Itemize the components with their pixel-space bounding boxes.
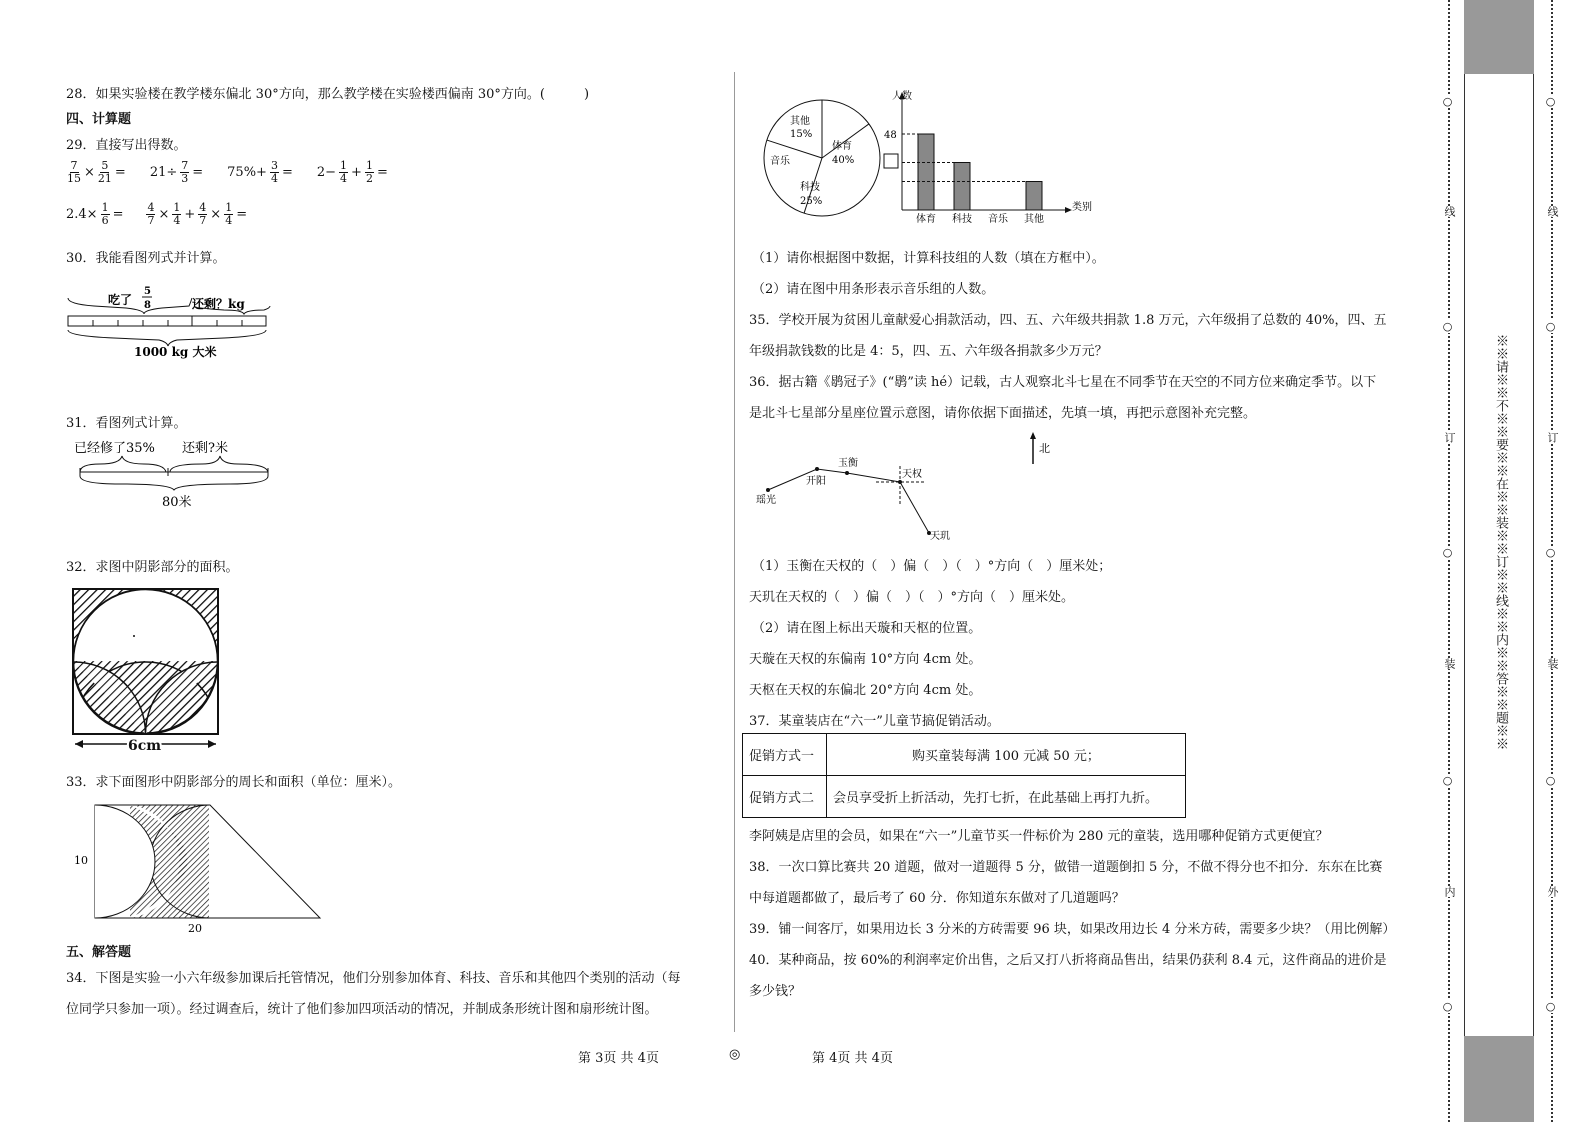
pie-value-tech: 25% [800, 196, 823, 207]
eaten-num: 5 [144, 286, 151, 297]
question-34-line2: 位同学只参加一项）。经过调查后，统计了他们参加四项活动的情况，并制成条形统计图和扇形统计图。 [66, 1002, 658, 1017]
question-28: 28．如果实验楼在教学楼东偏北 30°方向，那么教学楼在实验楼西偏南 30°方向。( ) [66, 87, 590, 102]
question-34-2: （2）请在图中用条形表示音乐组的人数。 [752, 282, 995, 297]
outer-mark-ding: 订 [1546, 432, 1559, 443]
pie-value-other: 15% [790, 129, 813, 140]
done-label: 已经修了35% [74, 441, 155, 456]
north-label: 北 [1039, 442, 1050, 455]
height-label: 10 [74, 854, 88, 867]
math-row-2: 2.4× $\frac{1}{6}$ = $\frac{4}{7}$ × $\frac{1}{4}$ + $\frac{4}{7}$ × $\frac{1}{4}$ = [66, 201, 248, 227]
question-36-2: （2）请在图上标出天璇和天枢的位置。 [752, 621, 982, 636]
pie-label-other: 其他 [790, 116, 810, 127]
footer-symbol: ◎ [729, 1047, 741, 1062]
width-label: 20 [188, 922, 202, 935]
question-37-b: 李阿姨是店里的会员，如果在“六一”儿童节买一件标价为 280 元的童装，选用哪种促销方式更便宜？ [749, 829, 1329, 844]
question-34-1: （1）请你根据图中数据，计算科技组的人数（填在方框中）。 [752, 251, 1105, 266]
inner-mark-zhuang: 装 [1443, 658, 1456, 669]
eaten-label: 吃了 [108, 293, 133, 307]
footer-page-4: 第 4页 共 4页 [812, 1051, 893, 1066]
binding-warning: ※※请※※不※※要※※在※※装※※订※※线※※内※※答※※题※※ [1493, 334, 1508, 750]
outer-mark-xian: 线 [1546, 206, 1559, 217]
question-35-line1: 35．学校开展为贫困儿童献爱心捐款活动，四、五、六年级共捐款 1.8 万元，六年级捐了总数的 40%，四、五 [749, 313, 1387, 328]
bar-其他 [1026, 182, 1042, 211]
bar-tick-label: 体育 [916, 214, 936, 225]
promo-desc-2: 会员享受折上折活动，先打七折，在此基础上再打九折。 [827, 776, 1186, 818]
q34-charts [756, 88, 1106, 228]
bar-tick-label: 科技 [952, 214, 972, 225]
bar-ylabel: 人数 [892, 91, 912, 102]
question-30: 30．我能看图列式并计算。 [66, 251, 226, 266]
eaten-den: 8 [144, 300, 151, 311]
question-40-line2: 多少钱？ [749, 984, 802, 999]
question-35-line2: 年级捐款钱数的比是 4：5，四、五、六年级各捐款多少万元？ [749, 344, 1108, 359]
question-36-1a: （1）玉衡在天权的（ ）偏（ ）（ ）°方向（ ）厘米处； [752, 559, 1112, 574]
section-5-title: 五、解答题 [66, 945, 132, 960]
road-diagram [70, 436, 280, 512]
rice-diagram [64, 284, 274, 362]
promo-name-2: 促销方式二 [743, 776, 827, 818]
bar-chart [884, 89, 1092, 225]
big-dipper-diagram [752, 430, 1072, 546]
bar-体育 [918, 134, 934, 210]
shaded-square-figure [68, 584, 228, 756]
length-label: 6cm [128, 738, 162, 754]
question-36-3: 天璇在天权的东偏南 10°方向 4cm 处。 [749, 652, 982, 667]
bar-科技 [954, 163, 970, 211]
question-39: 39．铺一间客厅，如果用边长 3 分米的方砖需要 96 块，如果改用边长 4 分米方砖，需要多少块？（用比例解） [749, 922, 1396, 937]
inner-mark-ding: 订 [1443, 432, 1456, 443]
question-33: 33．求下面图形中阴影部分的周长和面积（单位：厘米）。 [66, 775, 402, 790]
total-label: 1000 kg 大米 [134, 345, 217, 359]
question-36-line1: 36．据古籍《鹖冠子》(“鹖”读 hé）记载，古人观察北斗七星在不同季节在天空的不同方位来确定季节。以下 [749, 375, 1377, 390]
bar-tick-label: 音乐 [988, 214, 1008, 225]
section-4-title: 四、计算题 [66, 112, 132, 127]
math-row-1: $\frac{7}{15}$ × $\frac{5}{21}$ = 21÷ $\frac{7}{3}$ = 75%+ $\frac{3}{4}$ = 2− $\frac{1}{4}$ + $\frac{1}{2}$ = [67, 159, 388, 185]
star-yaoguang: 瑶光 [756, 495, 776, 506]
binding-strip-top-band [1464, 0, 1534, 74]
left-label-2: 还剩?米 [182, 441, 228, 456]
outer-mark-wai: 外 [1546, 886, 1559, 897]
inner-mark-xian: 线 [1443, 206, 1456, 217]
star-tianji: 天玑 [930, 531, 950, 542]
question-34-line1: 34．下图是实验一小六年级参加课后托管情况，他们分别参加体育、科技、音乐和其他四个类别的活动（每 [66, 971, 681, 986]
pie-chart [764, 100, 880, 216]
question-32: 32．求图中阴影部分的面积。 [66, 560, 239, 575]
bar-tick-label: 其他 [1024, 214, 1044, 225]
pie-value-sport: 40% [832, 155, 855, 166]
question-38-line2: 中每道题都做了，最后考了 60 分．你知道东东做对了几道题吗？ [749, 891, 1125, 906]
inner-mark-nei: 内 [1443, 886, 1456, 897]
promo-desc-1: 购买童装每满 100 元减 50 元； [827, 734, 1186, 776]
question-29: 29．直接写出得数。 [66, 138, 187, 153]
question-36-line2: 是北斗七星部分星座位置示意图，请你依据下面描述，先填一填，再把示意图补充完整。 [749, 406, 1257, 421]
dotted-line-inner [1448, 0, 1450, 1122]
star-kaiyang: 开阳 [806, 476, 826, 487]
question-36-4: 天枢在天权的东偏北 20°方向 4cm 处。 [749, 683, 982, 698]
footer-page-3: 第 3页 共 4页 [578, 1051, 659, 1066]
answer-box[interactable] [884, 154, 898, 168]
star-tianquan: 天权 [902, 469, 922, 480]
total-label-2: 80米 [162, 495, 192, 510]
pie-label-music: 音乐 [770, 156, 790, 167]
question-38-line1: 38．一次口算比赛共 20 道题，做对一道题得 5 分，做错一道题倒扣 5 分，不做不得分也不扣分．东东在比赛 [749, 860, 1383, 875]
question-36-1b: 天玑在天权的（ ）偏（ ）（ ）°方向（ ）厘米处。 [749, 590, 1075, 605]
dotted-line-outer [1551, 0, 1553, 1122]
bar-tick-48: 48 [884, 130, 897, 141]
star-yuheng: 玉衡 [838, 458, 858, 469]
promo-table [742, 733, 1186, 818]
question-31: 31．看图列式计算。 [66, 416, 187, 431]
table-row [743, 776, 1186, 818]
trapezoid-figure [70, 800, 330, 936]
table-row [743, 734, 1186, 776]
question-40-line1: 40．某种商品，按 60%的利润率定价出售，之后又打八折将商品售出，结果仍获利 8.4 元，这件商品的进价是 [749, 953, 1387, 968]
pie-label-sport: 体育 [832, 141, 852, 152]
bar-xlabel: 类别 [1072, 202, 1092, 213]
outer-mark-zhuang: 装 [1546, 658, 1559, 669]
promo-name-1: 促销方式一 [743, 734, 827, 776]
binding-strip-bottom-band [1464, 1036, 1534, 1122]
question-37: 37．某童装店在“六一”儿童节搞促销活动。 [749, 714, 1000, 729]
left-label: 还剩？kg [192, 297, 245, 311]
pie-label-tech: 科技 [800, 182, 820, 193]
column-divider [734, 72, 735, 1032]
